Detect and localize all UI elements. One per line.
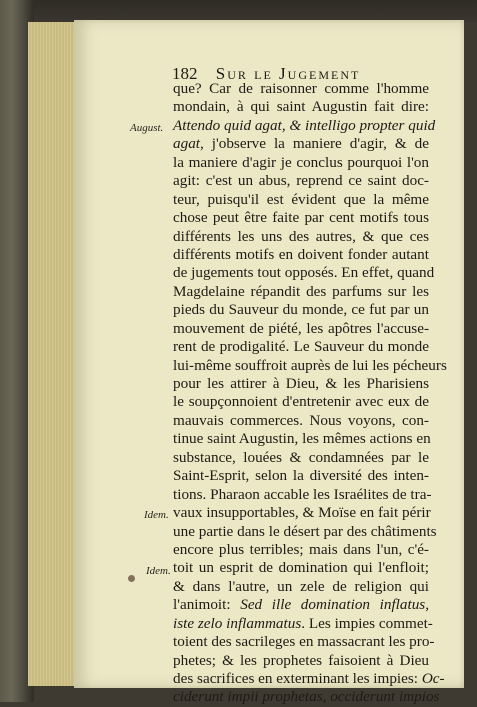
text-line <box>173 320 429 338</box>
text-run: mouvement de piété, les apôtres l'accuse- <box>173 319 429 337</box>
text-run: . Les impies commet- <box>301 614 433 632</box>
text-line <box>173 98 429 116</box>
text-line <box>173 283 429 301</box>
text-run: teur, puisqu'il est évident que la même <box>173 190 429 208</box>
latin-quote: agat <box>173 135 201 153</box>
text-run: substance, louées & condamnées par le <box>173 448 429 466</box>
page-edges <box>28 22 77 686</box>
latin-quote: iste zelo inflammatus <box>173 614 302 632</box>
text-line <box>173 485 432 504</box>
text-run: Magdelaine répandit des parfums sur les <box>173 282 429 300</box>
text-run: lui-même souffroit auprès de lui les pécheurs <box>173 356 447 374</box>
text-run: pour les attirer à Dieu, & les Pharisiens <box>173 375 429 392</box>
latin-quote: ciderunt impii prophetas, occiderunt impios <box>173 688 440 706</box>
text-run: l'animoit: <box>173 596 241 614</box>
body-text <box>173 80 447 707</box>
text-line <box>173 228 429 246</box>
text-line <box>173 116 436 135</box>
latin-quote: Attendo quid agat, & intelligo propter quid <box>173 116 436 134</box>
text-line <box>173 338 429 356</box>
text-line <box>173 578 429 596</box>
ink-stain <box>128 575 135 582</box>
text-run: le soupçonnoient d'entretenir avec eux de <box>173 393 429 411</box>
text-line <box>173 209 429 227</box>
text-line <box>173 541 429 559</box>
text-run: de jugements tout opposés. En effet, quand <box>173 264 435 282</box>
text-run: toit un esprit de domination qui l'enfloit; <box>173 559 429 577</box>
text-run: mauvais commerces. Nous voyons, con- <box>173 411 429 429</box>
text-line <box>173 80 429 98</box>
text-line <box>173 614 433 633</box>
text-line <box>173 559 429 577</box>
text-line <box>173 522 437 541</box>
text-line <box>173 633 435 651</box>
text-run: vaux insupportables, & Moïse en fait périr <box>173 504 431 522</box>
text-line <box>173 172 429 190</box>
text-run: chose peut être faite par cent motifs tous <box>173 209 429 227</box>
text-line <box>173 504 429 522</box>
text-line <box>173 135 429 153</box>
text-line <box>173 264 435 282</box>
text-line <box>173 393 429 411</box>
running-title: Sur le Jugement <box>215 64 361 83</box>
text-line <box>173 449 429 467</box>
text-line <box>173 670 445 688</box>
text-line <box>173 301 429 319</box>
text-line <box>173 652 429 670</box>
text-run: toient des sacrileges en massacrant les pro- <box>173 633 435 651</box>
text-run: pieds du Sauveur du monde, ce fut par un <box>173 301 429 319</box>
text-run: encore plus terribles; mais dans l'un, c'é- <box>173 540 429 558</box>
text-run: Saint-Esprit, selon la diversité des inten- <box>173 467 429 485</box>
text-line <box>173 246 429 264</box>
text-line <box>173 154 429 172</box>
margin-note-idem-1: Idem. <box>144 509 169 521</box>
text-run: & dans l'autre, un zele de religion qui <box>173 577 429 595</box>
text-run: mondain, à qui saint Augustin fait dire: <box>173 98 429 116</box>
text-run: des sacrifices en exterminant les impies: <box>173 670 422 687</box>
text-line <box>173 430 429 448</box>
text-line <box>173 375 429 393</box>
latin-quote: Oc- <box>421 670 445 687</box>
page-number: 182 <box>172 64 198 83</box>
book-cover-top <box>0 0 477 22</box>
margin-note-august: August. <box>130 122 164 134</box>
text-run: agit: c'est un abus, reprend ce saint doc- <box>173 172 429 190</box>
text-line <box>173 688 440 706</box>
text-run: une partie dans le désert par des châtiments <box>173 522 437 540</box>
margin-note-idem-2: Idem. <box>146 565 171 577</box>
text-line <box>173 356 447 375</box>
latin-quote: Sed ille domination inflatus, <box>240 596 430 614</box>
text-run: différents motifs en doivent fonder autant <box>173 245 429 263</box>
text-run: tinue saint Augustin, les mêmes actions en <box>173 430 431 448</box>
text-line <box>173 596 429 614</box>
text-run: tions. Pharaon accable les Israélites de tra- <box>173 485 432 503</box>
text-run: la maniere d'agir je conclus pourquoi l'on <box>173 153 429 171</box>
text-run: différents les uns des autres, & que ces <box>173 227 429 245</box>
text-line <box>173 467 429 485</box>
text-run: , j'observe la maniere d'agir, & de <box>200 135 429 153</box>
text-line <box>173 191 429 209</box>
text-line <box>173 412 429 430</box>
text-run: phetes; & les prophetes faisoient à Dieu <box>173 651 429 669</box>
text-run: que? Car de raisonner comme l'homme <box>173 80 429 97</box>
text-run: rent de prodigalité. Le Sauveur du monde <box>173 338 429 356</box>
